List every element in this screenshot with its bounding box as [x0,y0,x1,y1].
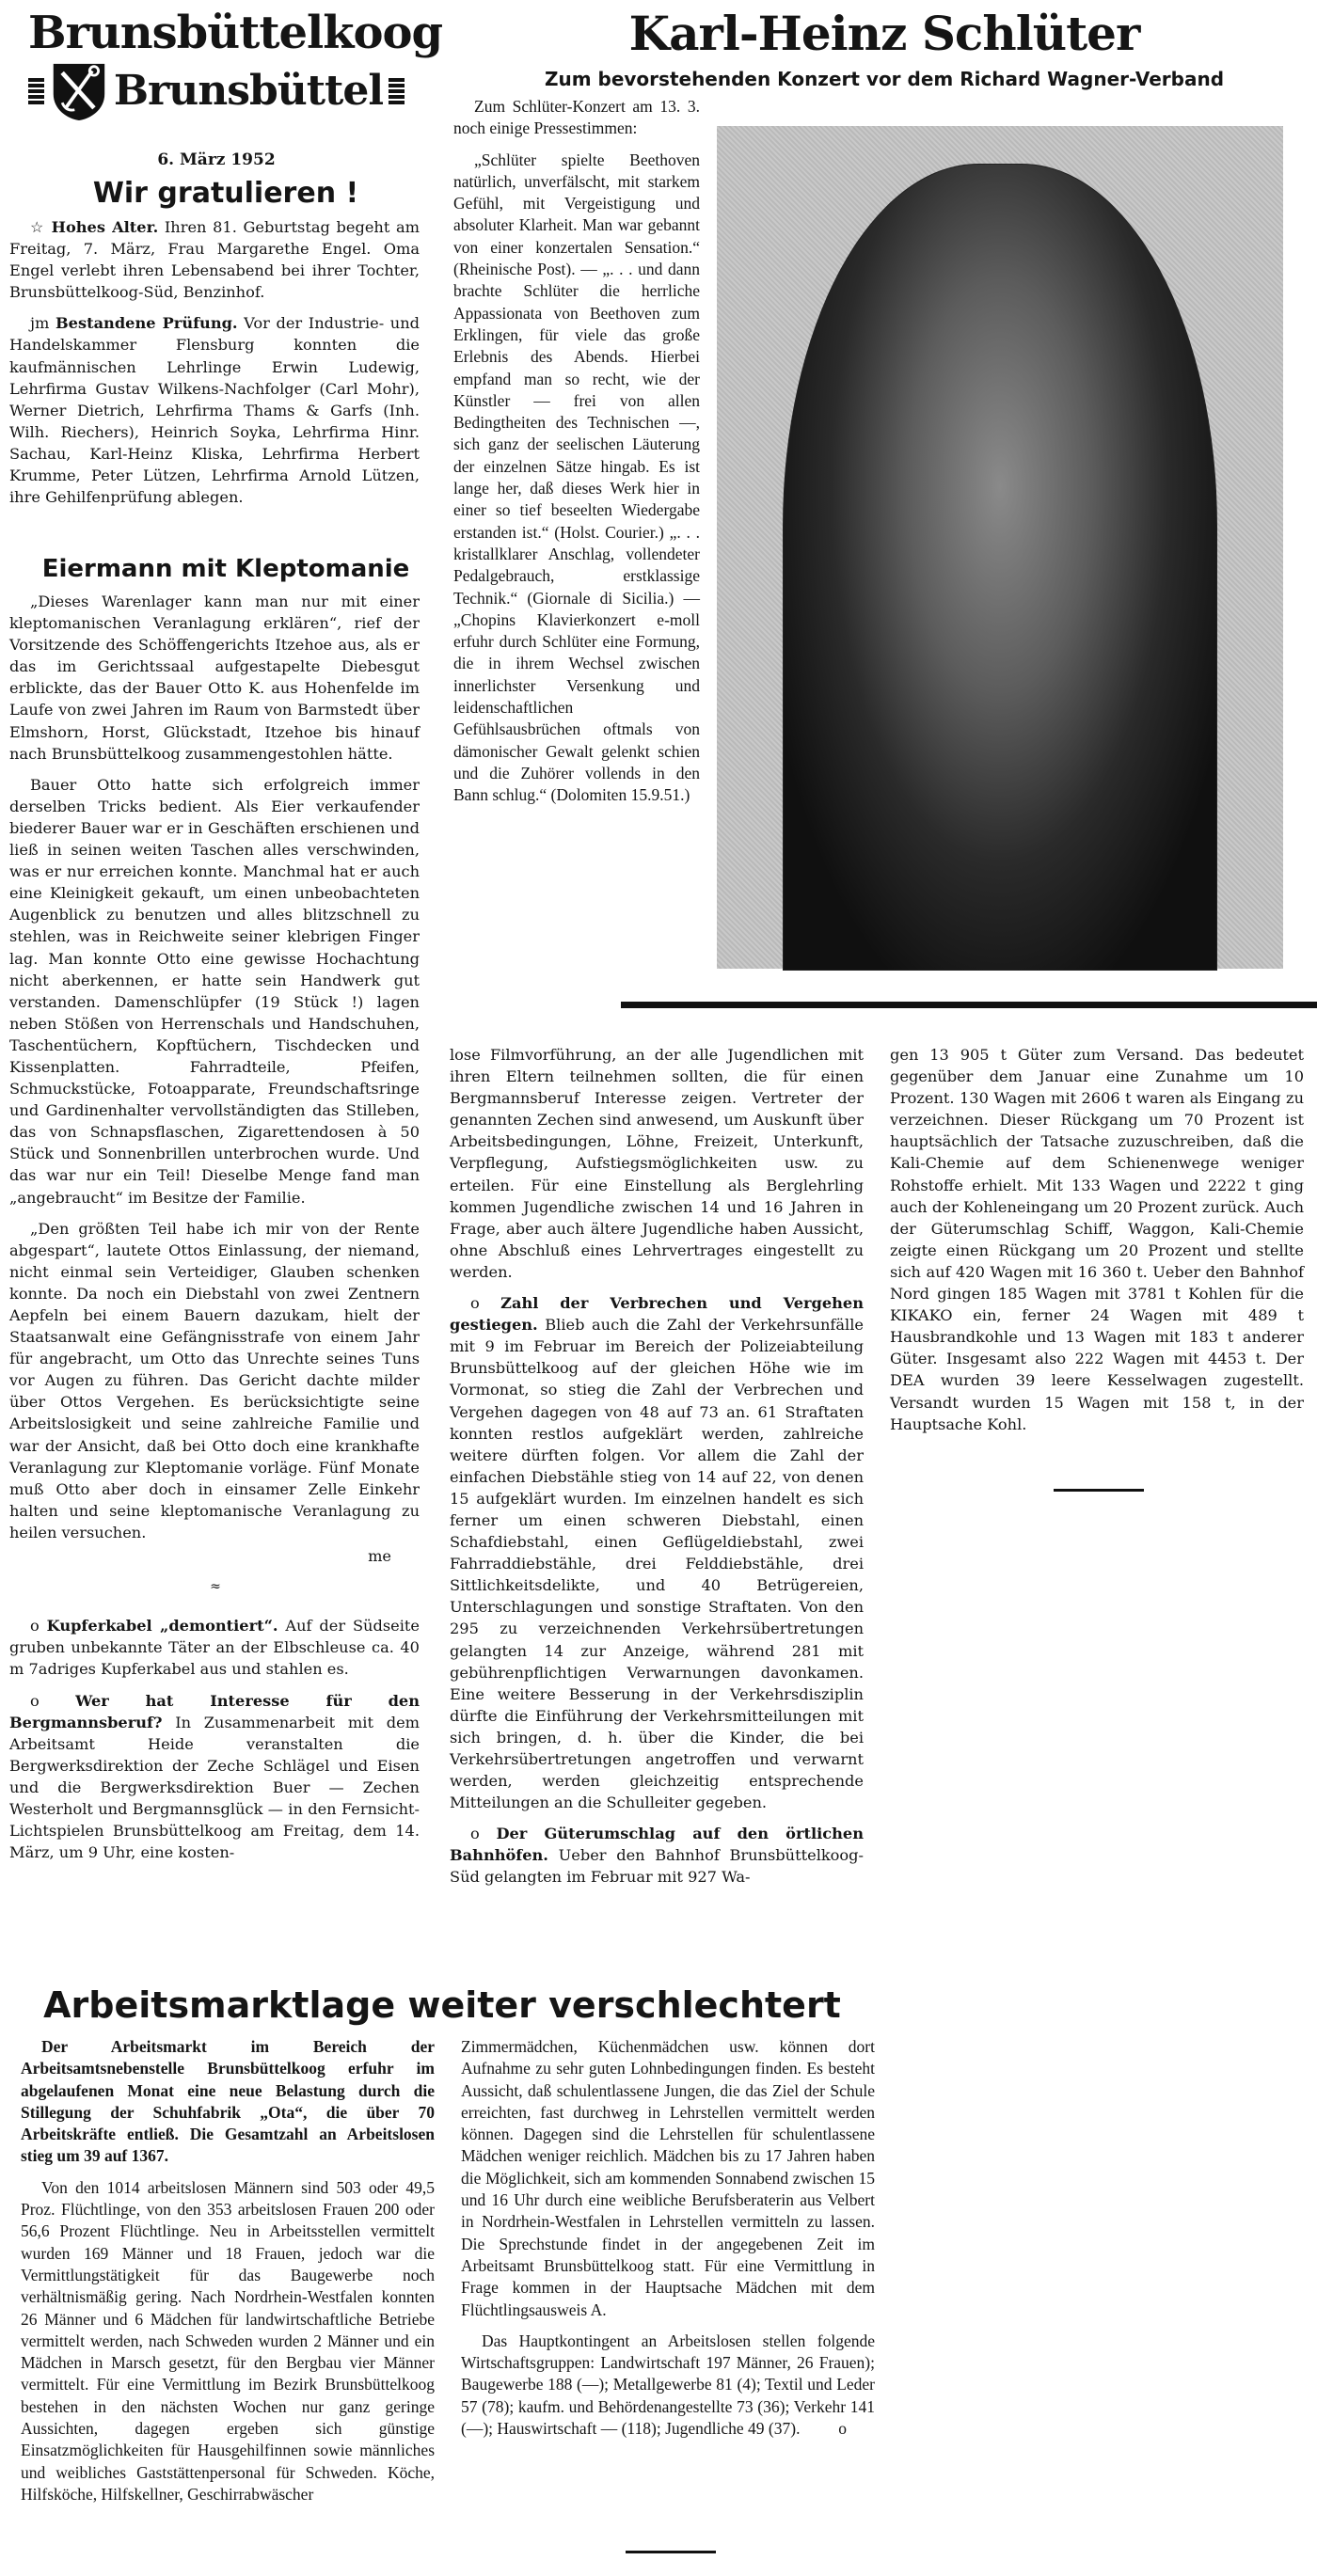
verbrechen-paragraph: o Zahl der Verbrechen und Vergehen gestiegen. Blieb auch die Zahl der Verkehrsunfälle mit 9 im Februar im Bereich der Polizeiabteilung Brunsbüttelkoog auf der gleichen Höhe wie im Vormonat, so stieg die Zahl der Verbrechen und Vergehen dagegen von 48 auf 73 an. 61 Straftaten konnten restlos aufgeklärt werden, zahlreiche weitere dürften folgen. Vor allem die Zahl der einfachen Diebstähle stieg von 14 auf 22, von denen 15 aufgeklärt wurden. Im einzelnen handelt es sich ferner um einen schweren Diebstahl, einen Schafdiebstahl, einen Geflügeldiebstahl, zwei Fahrraddiebstähle, drei Felddiebstähle, drei Sittlichkeitsdelikte, und 40 Betrügereien, Unterschlagungen und sonstige Straftaten. Von den 295 zu verzeichnenden Verkehrsübertretungen gelangten 14 zur Anzeige, während 281 mit gebührenpflichtigen Verwarnungen davonkamen. Eine weitere Besserung in der Verkehrsdisziplin dürfte die Einführung der Verkehrsmitteilungen mit sich bringen, d. h. über die Kinder, die bei Verkehrsübertretungen angetroffen und verwarnt werden, werden gleichzeitig entsprechende Mitteilungen an die Schulleiter gegeben. [450,1294,864,1812]
section-rule [621,1002,1317,1008]
masthead-title-line2: Brunsbüttel [113,67,384,115]
portrait-figure [783,164,1217,971]
arbeitsmarkt-signature: o [838,2419,847,2439]
pruefung-lead: Bestandene Prüfung. [56,314,238,333]
hohes-alter-paragraph: ☆ Hohes Alter. Ihren 81. Geburtstag begeht am Freitag, 7. März, Frau Margarethe Engel. Oma Engel verlebt ihren Lebensabend bei ihrer Tochter, Brunsbüttelkoog-Süd, Benzinhof. [9,218,420,302]
separator-squiggle: ≈ [210,1579,219,1595]
eiermann-paragraph: „Dieses Warenlager kann man nur mit einer kleptomanischen Veranlagung erklären“, rief der Vorsitzende des Schöffengerichts Itzehoe aus, als er das im Gerichtssaal aufgestapelte Diebesgut erblickte, das der Bauer Otto K. aus Hohenfelde im Laufe von zwei Jahren im Raum von Barmstedt über Elmshorn, Horst, Glückstadt, Itzehoe bis hinauf nach Brunsbüttelkoog zusammengestohlen hätte. [9,593,420,763]
schlueter-intro: Zum Schlüter-Konzert am 13. 3. noch einige Pressestimmen: [453,97,700,138]
right-column [890,1044,1304,1445]
ribbon-right-icon [389,78,405,104]
bergmann-continued: lose Filmvorführung, an der alle Jugendlichen mit ihren Eltern teilnehmen sollten, die für einen Bergmannsberuf Interesse zeigen. Vertreter der genannten Zechen sind anwesend, um Auskunft über Arbeitsbedingungen, Löhne, Freizeit, Unterkunft, Verpflegung, Aufstiegsmöglichkeiten usw. zu erteilen. Für eine Einstellung als Berglehrling kommen Jugendliche zwischen 14 und 16 Jahren in Frage, aber auch ältere Jugendliche haben Aussicht, ohne Abschluß eines Lehrvertrages eingestellt zu werden. [450,1046,864,1281]
gueter-continued: gen 13 905 t Güter zum Versand. Das bedeutet gegenüber dem Januar eine Zunahme um 10 Prozent. 130 Wagen mit 2606 t waren als Eingang zu verzeichnen. Dieser Rückgang um 70 Prozent ist hauptsächlich der Tatsache zuzuschreiben, daß die Kali-Chemie auf dem Schienenwege weniger Rohstoffe erhielt. Mit 133 Wagen und 2222 t ging auch der Kohleneingang um 20 Prozent zurück. Auch der Güterumschlag Schiff, Waggon, Kali-Chemie zeigte einen Rückgang um 20 Prozent und stellte sich auf 420 Wagen mit 16 360 t. Ueber den Bahnhof Nord gingen 185 Wagen mit 3781 t Kohlen für die KIKAKO ein, ferner 24 Wagen mit 489 t Hausbrandkohle und 13 Wagen mit 183 t anderer Güter. Insgesamt also 222 Wagen mit 4453 t. Der DEA wurden 39 leere Kesselwagen zugestellt. Versandt wurden 15 Wagen mit 158 t, in der Hauptsache Kohl. [890,1046,1304,1433]
eiermann-paragraph: Bauer Otto hatte sich erfolgreich immer derselben Tricks bedient. Als Eier verkaufender biederer Bauer war er in Geschäften erschienen und ließ in seinen weiten Taschen alles verschwinden, was er nur erreichen konnte. Manchmal hat er auch eine Kleinigkeit gekauft, um einen unbeobachteten Augenblick zu benutzen und alles blitzschnell zu stehlen, was in Reichweite seiner klebrigen Finger lag. Man konnte Otto eine gewisse Hochachtung nicht aberkennen, er hatte sein Handwerk gut verstanden. Damenschlüpfer (19 Stück !) lagen neben Stößen von Herrenschals und Handschuhen, Taschentüchern, Kopftüchern, Tischdecken und Kissenplatten. Fahrradteile, Pfeifen, Schmuckstücke, Fotoapparate, Freundschaftsringe und Gardinenhalter vervollständigten das Stilleben, das von Schnapsflaschen, Zigarettendosen à 50 Stück und Sonnenbrillen unterbrochen wurde. Und das war nur ein Teil! Dieselbe Menge fand man „angebraucht“ im Besitze der Familie. [9,775,420,1207]
schlueter-article [453,96,700,816]
pruefung-paragraph: jm Bestandene Prüfung. Vor der Industrie- und Handelskammer Flensburg konnten die kaufmännischen Lehrlinge Erwin Ludewig, Lehrfirma Gustav Wilkens-Nachfolger (Carl Mohr), Werner Dietrich, Lehrfirma Thams & Garfs (Inh. Wilh. Riechers), Heinrich Soyka, Lehrfirma Hinr. Sachau, Karl-Heinz Kliska, Lehrfirma Herbert Krumme, Peter Lützen, Lehrfirma Arnold Lützen, ihre Gehilfenprüfung ablegen. [9,314,420,507]
schlueter-heading: Karl-Heinz Schlüter [628,6,1140,61]
eiermann-paragraph: „Den größten Teil habe ich mir von der Rente abgespart“, lautete Ottos Einlassung, der niemand, nicht einmal sein Verteidiger, Glauben schenken konnte. Da noch ein Diebstahl von zwei Zentnern Aepfeln bei einem Bauern dazukam, hielt der Staatsanwalt eine Gefängnisstrafe von einem Jahr für angebracht, um Otto das Unrechte seines Tuns vor Augen zu führen. Das Gericht dachte milder über Ottos Vergehen. Es berücksichtigte seine Arbeitslosigkeit und seine zahlreiche Familie und war der Ansicht, daß bei Otto doch eine krankhafte Veranlagung zur Kleptomanie vorläge. Fünf Monate muß Otto aber doch in einsamer Zelle Einkehr halten und seine kleptomanische Veranlagung zu heilen versuchen. [9,1219,420,1541]
end-rule [626,2551,716,2553]
eiermann-heading: Eiermann mit Kleptomanie [41,555,410,583]
bergmann-paragraph: o Wer hat Interesse für den Bergmannsberuf? In Zusammenarbeit mit dem Arbeitsamt Heide veranstalten die Bergwerksdirektion der Zeche Schlägel und Eisen und die Bergwerksdirektion Buer — Zechen Westerholt und Bergmannsglück — in den Fernsicht-Lichtspielen Brunsbüttelkoog am Freitag, dem 14. März, um 9 Uhr, eine kosten- [9,1691,420,1862]
masthead [28,7,443,124]
gratulieren-article [9,216,420,517]
portrait-photo [717,126,1283,969]
middle-column [450,1044,864,1898]
end-rule [1054,1489,1144,1492]
masthead-title-line1: Brunsbüttelkoog [28,7,443,59]
gratulieren-heading: Wir gratulieren ! [92,177,359,210]
issue-date: 6. März 1952 [157,150,276,169]
eiermann-article [9,591,420,1873]
arbeitsmarkt-col2 [461,2036,875,2449]
arbeitsmarkt-paragraph: Das Hauptkontingent an Arbeitslosen stellen folgende Wirtschaftsgruppen: Landwirtschaft 197 Männer, 26 Frauen); Baugewerbe 188 (—); Metallgewerbe 81 (4); Textil und Leder 57 (78); kaufm. und Behördenangestellte 73 (36); Verkehr 141 (—); Hauswirtschaft — (118); Jugendliche 49 (37). o [461,2331,875,2440]
kupferkabel-paragraph: o Kupferkabel „demontiert“. Auf der Südseite gruben unbekannte Täter an der Elbschleuse ca. 40 m 7adriges Kupferkabel aus und stahlen es. [9,1617,420,1679]
hohes-alter-lead: Hohes Alter. [51,218,159,236]
schlueter-body: „Schlüter spielte Beethoven natürlich, unverfälscht, mit starkem Gefühl, mit Vergeistigung und absoluter Klarheit. Man war gebannt von einer konzertalen Sensation.“ (Rheinische Post). — „. . . und dann brachte Schlüter die herrliche Appassionata von Beethoven zum Erklingen, für viele das große Erlebnis des Abends. Hierbei empfand man so recht, wie der Künstler — frei von allen Bedingtheiten des Technischen —, sich ganz der seelischen Läuterung der einzelnen Sätze hingab. Es ist lange her, daß dieses Werk hier in einer so tief beseelten Wiedergabe erstanden ist.“ (Holst. Courier.) „. . . kristallklarer Anschlag, vollendeter Pedalgebrauch, erstklassige Technik.“ (Giornale di Sicilia.) — „Chopins Klavierkonzert e-moll erfuhr durch Schlüter eine Formung, die in ihrem Wechsel zwischen innerlichster Versenkung und leidenschaftlichen Gefühlsausbrüchen oftmals von dämonischer Gewalt gelenkt schien und die Zuhörer vollends in den Bann schlug.“ (Dolomiten 15.9.51.) [453,150,700,805]
arbeitsmarkt-heading: Arbeitsmarktlage weiter verschlechtert [43,1984,841,2026]
arbeitsmarkt-paragraph: Zimmermädchen, Küchenmädchen usw. können dort Aufnahme zu sehr guten Lohnbedingungen finden. Es besteht Aussicht, daß schulentlassene Jungen, die das Ziel der Schule erreichten, fast durchweg in Lehrstellen vermittelt werden können. Dagegen sind die Lehrstellen für schulentlassene Mädchen weniger reichlich. Mädchen bis zu 17 Jahren haben die Möglichkeit, sich am kommenden Sonnabend zwischen 15 und 16 Uhr durch eine weibliche Berufsberaterin aus Velbert in Nordrhein-Westfalen in Lehrstellen vermitteln zu lassen. Die Sprechstunde findet in der angegebenen Zeit im Arbeitsamt Brunsbüttelkoog statt. Für eine Vermittlung in Frage kommen in der Hauptsache Mädchen mit dem Flüchtlingsausweis A. [461,2037,875,2319]
coat-of-arms-icon [50,58,108,124]
gueter-paragraph: o Der Güterumschlag auf den örtlichen Bahnhöfen. Ueber den Bahnhof Brunsbüttelkoog-Süd gelangten im Februar mit 927 Wa- [450,1825,864,1887]
star-icon: ☆ [30,218,52,236]
schlueter-subtitle: Zum bevorstehenden Konzert vor dem Richard Wagner-Verband [544,68,1225,90]
arbeitsmarkt-paragraph: Von den 1014 arbeitslosen Männern sind 503 oder 49,5 Proz. Flüchtlinge, von den 353 arbeitslosen Frauen 200 oder 56,6 Prozent Flüchtlinge. Neu in Arbeitsstellen vermittelt wurden 169 Männer und 18 Frauen, jedoch war die Vermittlungstätigkeit für das Baugewerbe noch verhältnismäßig gering. Nach Nordrhein-Westfalen konnten 26 Männer und 6 Mädchen für landwirtschaftliche Betriebe vermittelt werden, nach Schweden wurden 2 Männer und ein Mädchen in Marsch gesetzt, für den Bergbau vier Männer vermittelt. Für eine Vermittlung im Bezirk Brunsbüttelkoog bestehen in den nächsten Wochen nur ganz geringe Aussichten, dagegen ergeben sich günstige Einsatzmöglichkeiten für Hausgehilfinnen sowie männliches und weibliches Gaststättenpersonal für Schweden. Köche, Hilfsköche, Hilfskellner, Geschirrabwäscher [21,2177,435,2504]
ribbon-left-icon [28,78,44,104]
arbeitsmarkt-lead: Der Arbeitsmarkt im Bereich der Arbeitsamtsnebenstelle Brunsbüttelkoog erfuhr im abgelaufenen Monat eine neue Belastung durch die Stillegung der Schuhfabrik „Ota“, die über 70 Arbeitskräfte entließ. Die Gesamtzahl an Arbeitslosen stieg um 39 auf 1367. [21,2037,435,2166]
arbeitsmarkt-col1 [21,2036,435,2515]
eiermann-signature: me [368,1547,391,1566]
